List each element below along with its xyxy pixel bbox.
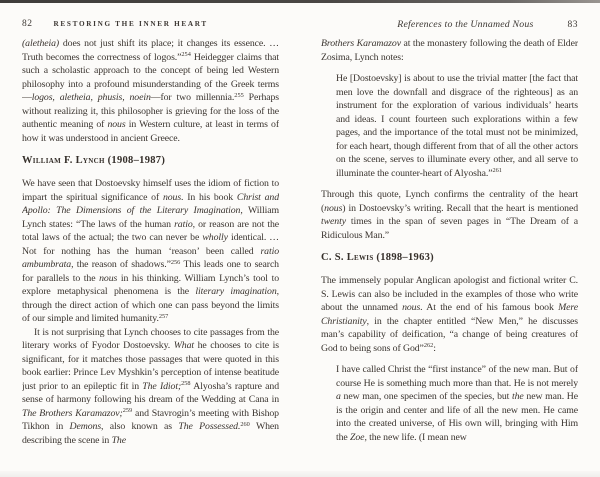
footnote-ref: 258 (181, 380, 191, 387)
text-run: I have called Christ the “first instance” of the new man. But of course He is something much more than that. He is not merely (336, 364, 578, 389)
italic-text-run: The Brothers Karamazov; (22, 407, 123, 419)
italic-text-run: Demons (69, 421, 102, 432)
italic-text-run: wholly (202, 232, 228, 243)
text-run: , William Lynch states: “The laws of the human (22, 205, 279, 230)
right-page (321, 0, 578, 477)
italic-text-run: a (336, 391, 341, 402)
italic-text-run: ratio ambumbrata (22, 245, 279, 270)
paragraph (22, 177, 279, 326)
text-run: and Stavrogin’s meeting with Bishop Tikhon in (22, 407, 279, 432)
text-run: It is not surprising that Lynch chooses to cite passages from the literary works of Fyodor Dostoevsky. (22, 326, 279, 351)
footnote-ref: 259 (122, 407, 133, 414)
left-page-header (22, 19, 279, 29)
left-running-head: RESTORING THE INNER HEART (53, 20, 208, 28)
italic-text-run: nous (99, 272, 118, 284)
footnote-ref: 255 (234, 91, 244, 99)
text-run: , through the direct action of which one can pass beyond the limits of our simple and limited humanity. (22, 286, 279, 324)
text-run: . At the end of his famous book (420, 302, 559, 313)
text-run: Heidegger claims that such a scholastic approach to the concept of being led Western philosophy into a profound misunderstanding of the Greek terms— (22, 51, 279, 103)
text-run: . In his book (181, 191, 237, 203)
right-page-number: 83 (567, 20, 578, 30)
text-run: identical. … Not for nothing has the human ‘reason’ been called (22, 232, 279, 257)
italic-text-run: ratio (174, 218, 193, 230)
text-run: times in the span of seven pages in “The Dream of a Ridiculous Man.” (321, 216, 578, 241)
text-run: at the monastery following the death of Elder Zosima, Lynch notes: (321, 38, 578, 63)
italic-text-run: logos, aletheia, phusis, noein (31, 92, 151, 103)
text-run: new man. He is the origin and center and life of all the new men. He came into the created universe, of His own will, bringing with Him the (336, 391, 578, 443)
right-running-head: References to the Unnamed Nous (397, 19, 534, 30)
right-page-header (321, 19, 578, 30)
text-run: , or reason are not the total laws of the actual; the two can never be (22, 218, 279, 243)
italic-text-run: (aletheia) (22, 38, 60, 49)
text-run: —for two millennia. (150, 92, 235, 103)
text-run: Through this quote, Lynch confirms the centrality of the heart ( (321, 189, 578, 214)
footnote-ref: 262 (423, 342, 434, 349)
italic-text-run: The Possessed. (178, 421, 241, 432)
text-run: , also known as (101, 421, 179, 432)
text-run: , the new life. (I mean new (364, 431, 467, 443)
left-page (22, 0, 279, 477)
footnote-ref: 254 (181, 51, 191, 58)
right-page-body (321, 37, 578, 469)
italic-text-run: Zoe (350, 431, 365, 443)
text-run: he chooses to cite is significant, for it matches those passages that were quoted in this book earlier: Prince Lev Myshkin’s perception of intense beatitude just prior to an epileptic fit in (22, 340, 279, 392)
footnote-ref: 257 (158, 312, 169, 320)
footnote-ref: 261 (492, 167, 502, 174)
text-run: , in the chapter entitled “New Men,” he discusses man’s capability of deification, “a change of being creatures of God to being sons of God” (321, 315, 578, 354)
text-run: He [Dostoevsky] is about to use the trivial matter [the fact that men love the downfall and disgrace of the righteous] as an instrument for the exploration of various individuals’ hearts and ideas. I count fourteen such explorations within a few pages, and the importance of the total must not be minimized, for each heart, though different from that of all the other actors on the scene, serves to illuminate every other, and all serve to illuminate the counter-heart of Alyosha.” (336, 73, 578, 179)
section-heading (22, 155, 279, 167)
text-run: Perhaps without realizing it, this philosopher is grieving for the loss of the authentic meaning of (22, 92, 279, 130)
block-quote (336, 363, 578, 444)
text-run: This leads one to search for parallels to the (22, 259, 279, 284)
section-heading (321, 252, 578, 264)
footnote-ref: 260 (240, 420, 250, 428)
text-run: Alyosha’s rapture and sense of harmony following his dream of the Wedding at Cana in (22, 380, 279, 405)
italic-text-run: twenty (321, 216, 346, 227)
text-run: : (433, 342, 436, 354)
left-page-body (22, 37, 279, 469)
page-bottom-edge (0, 471, 600, 477)
italic-text-run: nous (107, 119, 126, 130)
text-run: in Western culture, at least in terms of how it was understood in ancient Greece. (22, 119, 279, 144)
italic-text-run: the (512, 391, 524, 402)
footnote-ref: 256 (170, 258, 181, 266)
text-run: C. S. Lewis (1898–1963) (321, 252, 434, 263)
paragraph (321, 274, 578, 355)
italic-text-run: nous (402, 302, 421, 313)
paragraph (22, 326, 279, 448)
italic-text-run: Christ and Apollo: The Dimensions of the Literary Imagination (22, 191, 279, 216)
text-run: ) in Dostoevsky’s writing. Recall that the heart is mentioned (342, 202, 578, 214)
italic-text-run: The (111, 434, 126, 446)
left-page-number: 82 (22, 19, 33, 29)
italic-text-run: nous (162, 191, 182, 203)
text-run: When describing the scene in (22, 421, 279, 446)
italic-text-run: Mere Christianity (321, 302, 578, 327)
italic-text-run: The Idiot; (142, 380, 182, 392)
italic-text-run: literary imagination (195, 286, 277, 297)
text-run: does not just shift its place; it changes its essence. … Truth becomes the correctness of logos.” (22, 38, 279, 63)
block-quote (336, 72, 578, 180)
italic-text-run: nous (324, 202, 343, 214)
paragraph (22, 37, 279, 145)
text-run: William F. Lynch (1908–1987) (22, 155, 166, 166)
text-run: The immensely popular Anglican apologist and fictional writer C. S. Lewis can also be included in the examples of those who write about the unnamed (321, 275, 578, 313)
paragraph (321, 37, 578, 64)
italic-text-run: Brothers Karamazov (321, 38, 401, 49)
italic-text-run: What (173, 340, 194, 351)
text-run: , the reason of shadows.” (71, 259, 171, 270)
text-run: We have seen that Dostoevsky himself uses the idiom of fiction to impart the spiritual significance of (22, 178, 279, 203)
text-run: new man, one specimen of the species, but (340, 391, 513, 402)
paragraph (321, 188, 578, 242)
text-run: in his thinking. William Lynch’s tool to explore metaphysical phenomena is the (22, 272, 279, 297)
